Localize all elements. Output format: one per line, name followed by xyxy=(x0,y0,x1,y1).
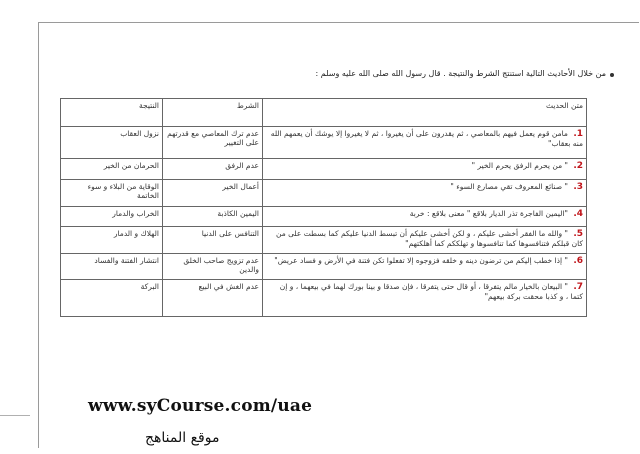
result-cell: البركة xyxy=(61,280,163,317)
row-number: 5. xyxy=(573,229,583,239)
instruction-text: من خلال الأحاديث التالية استنتج الشرط والنتيجة . قال رسول الله صلى الله عليه وسلم : xyxy=(315,69,606,78)
table-row xyxy=(61,254,587,280)
hadith-text: " البيعان بالخيار مالم يتفرقا ، أو قال حتى يتفرقا ، فإن صدقا و بينا بورك لهما في بيعهما ، و إن كتما ، و كذبا محقت بركة بيعهم" xyxy=(279,282,583,301)
hadith-cell xyxy=(263,227,587,254)
table-row xyxy=(61,127,587,159)
result-cell: نزول العقاب xyxy=(61,127,163,159)
hadith-text: " إذا خطب إليكم من ترضون دينه و خلقه فزوجوه إلا تفعلوا تكن فتنة في الأرض و فساد عريض" xyxy=(274,256,568,265)
row-number: 6. xyxy=(573,256,583,266)
hadith-text: " صنائع المعروف تقي مصارع السوء " xyxy=(450,182,568,191)
condition-cell: عدم تزويج صاحب الخلق والدين xyxy=(163,254,263,280)
header-result: النتيجة xyxy=(61,99,163,127)
hadith-cell xyxy=(263,180,587,207)
condition-cell: عدم الرفق xyxy=(163,159,263,180)
hadith-text: " من يحرم الرفق يحرم الخير " xyxy=(471,161,568,170)
hadith-cell xyxy=(263,254,587,280)
table-row xyxy=(61,207,587,227)
row-number: 2. xyxy=(573,161,583,171)
header-hadith: متن الحديث xyxy=(263,99,587,127)
row-number: 4. xyxy=(573,209,583,219)
result-cell: الحرمان من الخير xyxy=(61,159,163,180)
condition-cell: اليمين الكاذبة xyxy=(163,207,263,227)
watermark-url: www.syCourse.com/uae xyxy=(88,396,313,416)
hadith-text: مامن قوم يعمل فيهم بالمعاصي ، ثم يقدرون على أن يغيروا ، ثم لا يغيروا إلا يوشك أن يعمهم الله منه بعقاب" xyxy=(270,129,583,148)
condition-cell: عدم الغش في البيع xyxy=(163,280,263,317)
result-cell: الهلاك و الدمار xyxy=(61,227,163,254)
hadith-table xyxy=(60,98,587,317)
table-header-row xyxy=(61,99,587,127)
hadith-text: "اليمين الفاجرة تذر الديار بلاقع " معنى بلاقع : خربة xyxy=(409,209,568,218)
page-edge xyxy=(0,415,30,454)
hadith-cell xyxy=(263,159,587,180)
row-number: 7. xyxy=(573,282,583,292)
bullet-icon xyxy=(610,73,614,77)
result-cell: انتشار الفتنة والفساد xyxy=(61,254,163,280)
table-row xyxy=(61,227,587,254)
table-row xyxy=(61,159,587,180)
result-cell: الخراب والدمار xyxy=(61,207,163,227)
condition-cell: عدم ترك المعاصي مع قدرتهم على التغيير xyxy=(163,127,263,159)
hadith-cell xyxy=(263,127,587,159)
row-number: 1. xyxy=(573,129,583,139)
condition-cell: التنافس على الدنيا xyxy=(163,227,263,254)
row-number: 3. xyxy=(573,182,583,192)
table-row xyxy=(61,280,587,317)
table-row xyxy=(61,180,587,207)
result-cell: الوقاية من البلاء و سوء الخاتمة xyxy=(61,180,163,207)
hadith-text: " والله ما الفقر أخشى عليكم ، و لكن أخشى عليكم أن تبسط الدنيا عليكم كما بسطت على من كان قبلكم فتنافسوها كما تنافسوها و تهلككم كما أهلكتهم" xyxy=(275,229,583,248)
condition-cell: أعمال الخير xyxy=(163,180,263,207)
hadith-cell xyxy=(263,207,587,227)
header-condition: الشرط xyxy=(163,99,263,127)
hadith-cell xyxy=(263,280,587,317)
watermark-site-name: موقع المناهج xyxy=(145,430,220,446)
